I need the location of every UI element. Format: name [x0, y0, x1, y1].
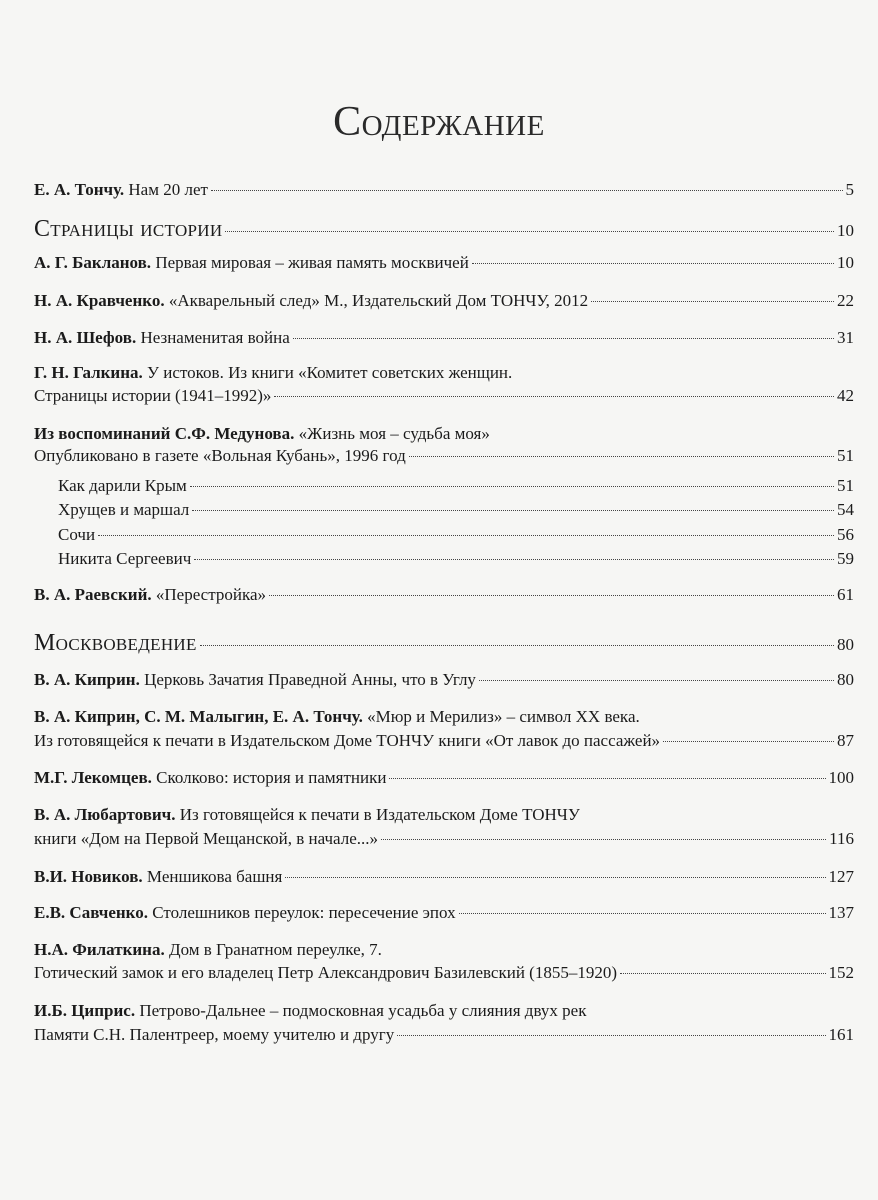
entry-title-cont: Готический замок и его владелец Петр Александрович Базилевский (1855–1920) — [34, 963, 617, 982]
entry-author: Н. А. Кравченко. — [34, 291, 165, 310]
page-title: Содержание — [333, 99, 545, 145]
toc-entry — [34, 867, 854, 889]
entry-title: Меншикова башня — [142, 867, 283, 886]
dot-leader — [459, 913, 826, 914]
page-number: 116 — [829, 829, 854, 848]
page-number: 152 — [828, 963, 854, 982]
entry-title: Как дарили Крым — [58, 476, 187, 495]
page-number: 80 — [837, 635, 854, 654]
toc-subentry — [58, 549, 854, 571]
entry-title: Хрущев и маршал — [58, 500, 190, 519]
entry-title: Сколково: история и памятники — [151, 768, 387, 787]
entry-title: Столешников переулок: пересечение эпох — [148, 903, 456, 922]
section-heading-history — [34, 216, 854, 243]
entry-title-cont: Памяти С.Н. Палентреер, моему учителю и другу — [34, 1025, 395, 1044]
dot-leader — [397, 1035, 825, 1036]
page-number: 51 — [837, 446, 854, 465]
toc-subentry — [58, 500, 854, 522]
dot-leader — [200, 645, 834, 646]
page-number: 127 — [828, 867, 854, 886]
entry-author: Е.В. Савченко. — [34, 903, 148, 922]
toc-entry-line1 — [34, 424, 490, 444]
page-number: 56 — [837, 525, 854, 544]
entry-title-cont: Опубликовано в газете «Вольная Кубань», 1996 год — [34, 446, 406, 465]
page-number: 59 — [837, 549, 854, 568]
entry-title: Петрово-Дальнее – подмосковная усадьба у слияния двух рек — [135, 1001, 587, 1020]
toc-entry — [34, 180, 854, 202]
section-title: Москвоведение — [34, 630, 197, 656]
toc-entry — [34, 963, 854, 985]
toc-entry — [34, 328, 854, 350]
toc-entry — [34, 253, 854, 275]
toc-entry — [34, 670, 854, 692]
page-number: 100 — [828, 768, 854, 787]
dot-leader — [479, 680, 834, 681]
page-number: 5 — [845, 180, 854, 199]
toc-entry — [34, 386, 854, 408]
toc-entry-line1 — [34, 363, 512, 383]
entry-author: В.И. Новиков. — [34, 867, 143, 886]
entry-title-cont: книги «Дом на Первой Мещанской, в начале...» — [34, 829, 379, 848]
entry-title-cont: Страницы истории (1941–1992)» — [34, 386, 272, 405]
entry-title: «Перестройка» — [151, 585, 266, 604]
dot-leader — [190, 486, 834, 487]
section-title: Страницы истории — [34, 216, 223, 242]
dot-leader — [472, 263, 834, 264]
dot-leader — [409, 456, 834, 457]
toc-entry — [34, 903, 854, 925]
entry-author: В. А. Киприн. — [34, 670, 140, 689]
entry-title: Нам 20 лет — [124, 180, 208, 199]
entry-title: «Жизнь моя – судьба моя» — [294, 424, 490, 443]
entry-author: В. А. Киприн, С. М. Малыгин, Е. А. Тончу. — [34, 707, 363, 726]
dot-leader — [381, 839, 826, 840]
entry-title: Дом в Гранатном переулке, 7. — [164, 940, 382, 959]
dot-leader — [211, 190, 843, 191]
entry-author: В. А. Раевский. — [34, 585, 152, 604]
entry-author: Г. Н. Галкина. — [34, 363, 143, 382]
page-number: 161 — [828, 1025, 854, 1044]
entry-title: Из готовящейся к печати в Издательском Доме ТОНЧУ — [175, 805, 580, 824]
entry-title: «Акварельный след» М., Издательский Дом ТОНЧУ, 2012 — [164, 291, 589, 310]
dot-leader — [269, 595, 834, 596]
entry-author: Н.А. Филаткина. — [34, 940, 165, 959]
section-heading-moscow — [34, 630, 854, 657]
page-number: 51 — [837, 476, 854, 495]
page-number: 31 — [837, 328, 854, 347]
page-number: 87 — [837, 731, 854, 750]
dot-leader — [285, 877, 825, 878]
entry-title: Сочи — [58, 525, 96, 544]
dot-leader — [194, 559, 834, 560]
toc-entry — [34, 585, 854, 607]
dot-leader — [192, 510, 834, 511]
dot-leader — [591, 301, 834, 302]
toc-subentry — [58, 525, 854, 547]
page-number: 137 — [828, 903, 854, 922]
toc-entry — [34, 291, 854, 313]
entry-title: Первая мировая – живая память москвичей — [151, 253, 469, 272]
dot-leader — [293, 338, 834, 339]
toc-entry — [34, 829, 854, 851]
dot-leader — [225, 231, 834, 232]
entry-author: А. Г. Бакланов. — [34, 253, 152, 272]
page-number: 10 — [837, 221, 854, 240]
entry-author: Н. А. Шефов. — [34, 328, 137, 347]
entry-title: Церковь Зачатия Праведной Анны, что в Углу — [139, 670, 476, 689]
dot-leader — [274, 396, 834, 397]
entry-title: Незнаменитая война — [136, 328, 290, 347]
toc-entry — [34, 1025, 854, 1047]
toc-entry-line1 — [34, 805, 580, 825]
dot-leader — [620, 973, 826, 974]
dot-leader — [389, 778, 825, 779]
entry-title: У истоков. Из книги «Комитет советских женщин. — [142, 363, 513, 382]
page-number: 54 — [837, 500, 854, 519]
toc-entry-line1 — [34, 707, 640, 727]
entry-author: М.Г. Лекомцев. — [34, 768, 152, 787]
page-number: 42 — [837, 386, 854, 405]
entry-title-cont: Из готовящейся к печати в Издательском Доме ТОНЧУ книги «От лавок до пассажей» — [34, 731, 661, 750]
page-number: 80 — [837, 670, 854, 689]
entry-author: Из воспоминаний С.Ф. Медунова. — [34, 424, 295, 443]
entry-title: «Мюр и Мерилиз» – символ XX века. — [362, 707, 640, 726]
page-number: 22 — [837, 291, 854, 310]
page-number: 10 — [837, 253, 854, 272]
toc-entry — [34, 768, 854, 790]
entry-author: В. А. Любартович. — [34, 805, 176, 824]
toc-entry — [34, 731, 854, 753]
entry-title: Никита Сергеевич — [58, 549, 192, 568]
toc-entry — [34, 446, 854, 468]
toc-subentry — [58, 476, 854, 498]
entry-author: Е. А. Тончу. — [34, 180, 125, 199]
dot-leader — [98, 535, 834, 536]
page-number: 61 — [837, 585, 854, 604]
entry-author: И.Б. Циприс. — [34, 1001, 136, 1020]
toc-entry-line1 — [34, 940, 382, 960]
dot-leader — [663, 741, 834, 742]
toc-entry-line1 — [34, 1001, 586, 1021]
